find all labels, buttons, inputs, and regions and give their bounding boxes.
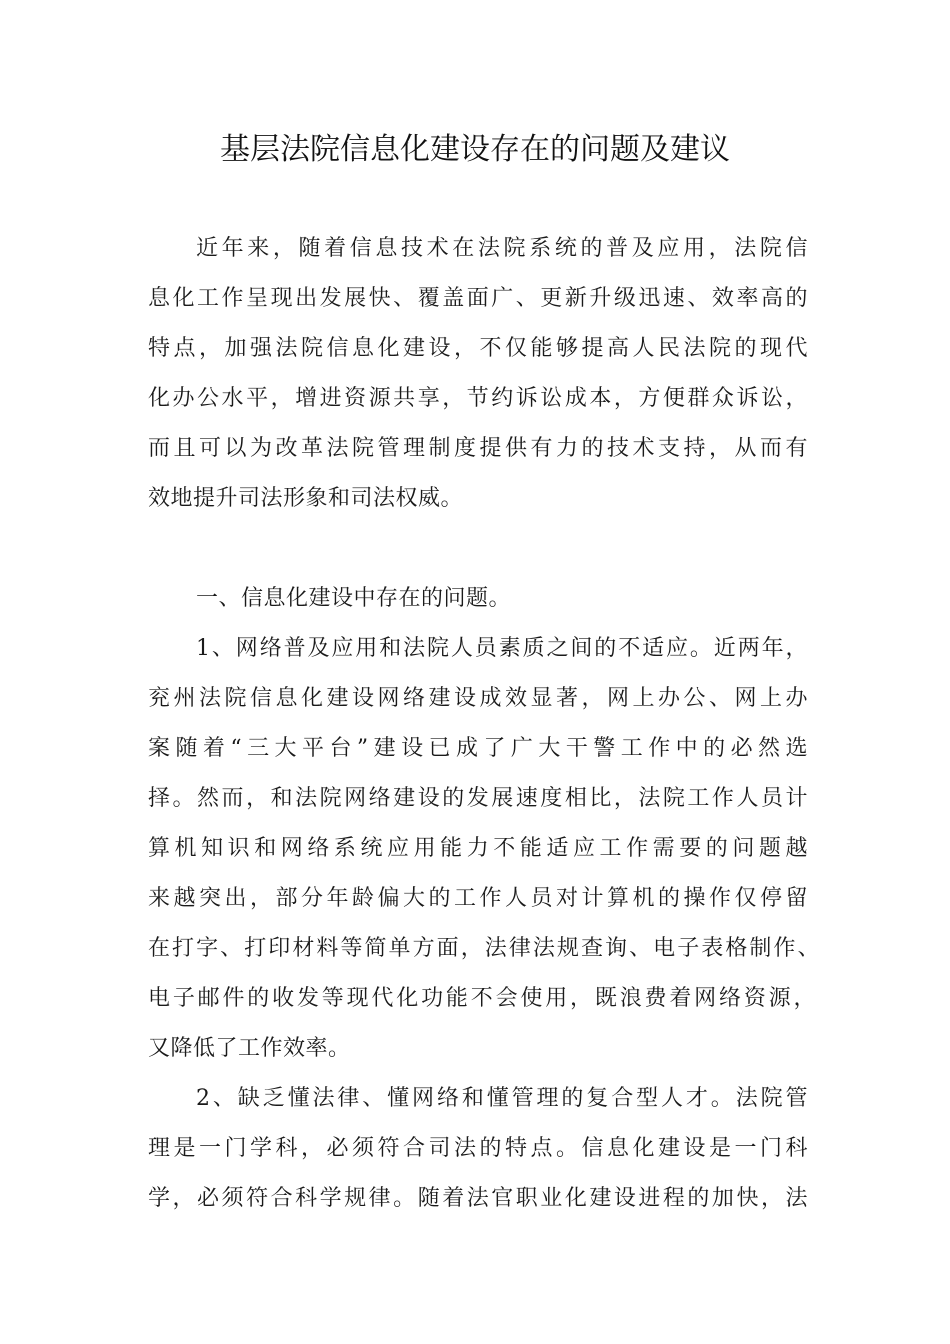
paragraph-line: 息化工作呈现出发展快、覆盖面广、更新升级迅速、效率高的 xyxy=(148,286,808,311)
paragraph-line: 理是一门学科，必须符合司法的特点。信息化建设是一门科 xyxy=(148,1136,808,1161)
paragraph-line: 兖州法院信息化建设网络建设成效显著，网上办公、网上办 xyxy=(148,686,808,711)
paragraph-line: 来越突出，部分年龄偏大的工作人员对计算机的操作仅停留 xyxy=(148,886,808,911)
paragraph-line: 1、网络普及应用和法院人员素质之间的不适应。近两年， xyxy=(196,636,808,661)
paragraph-line: 而且可以为改革法院管理制度提供有力的技术支持，从而有 xyxy=(148,436,808,461)
paragraph-line: 在打字、打印材料等简单方面，法律法规查询、电子表格制作、 xyxy=(148,936,820,961)
paragraph-line: 特点，加强法院信息化建设，不仅能够提高人民法院的现代 xyxy=(148,336,808,361)
paragraph-line: 2、缺乏懂法律、懂网络和懂管理的复合型人才。法院管 xyxy=(196,1086,808,1111)
paragraph-line: 算机知识和网络系统应用能力不能适应工作需要的问题越 xyxy=(148,836,808,861)
section-heading: 一、信息化建设中存在的问题。 xyxy=(196,586,512,611)
paragraph-line: 学，必须符合科学规律。随着法官职业化建设进程的加快，法 xyxy=(148,1186,808,1211)
paragraph-line: 效地提升司法形象和司法权威。 xyxy=(148,486,464,511)
paragraph-line: 近年来，随着信息技术在法院系统的普及应用，法院信 xyxy=(196,236,808,261)
paragraph-line: 案随着“三大平台”建设已成了广大干警工作中的必然选 xyxy=(148,736,808,761)
paragraph-line: 电子邮件的收发等现代化功能不会使用，既浪费着网络资源， xyxy=(148,986,816,1011)
paragraph-line: 化办公水平，增进资源共享，节约诉讼成本，方便群众诉讼， xyxy=(148,386,808,411)
document-title: 基层法院信息化建设存在的问题及建议 xyxy=(220,132,730,167)
paragraph-line: 又降低了工作效率。 xyxy=(148,1036,351,1061)
paragraph-line: 择。然而，和法院网络建设的发展速度相比，法院工作人员计 xyxy=(148,786,808,811)
